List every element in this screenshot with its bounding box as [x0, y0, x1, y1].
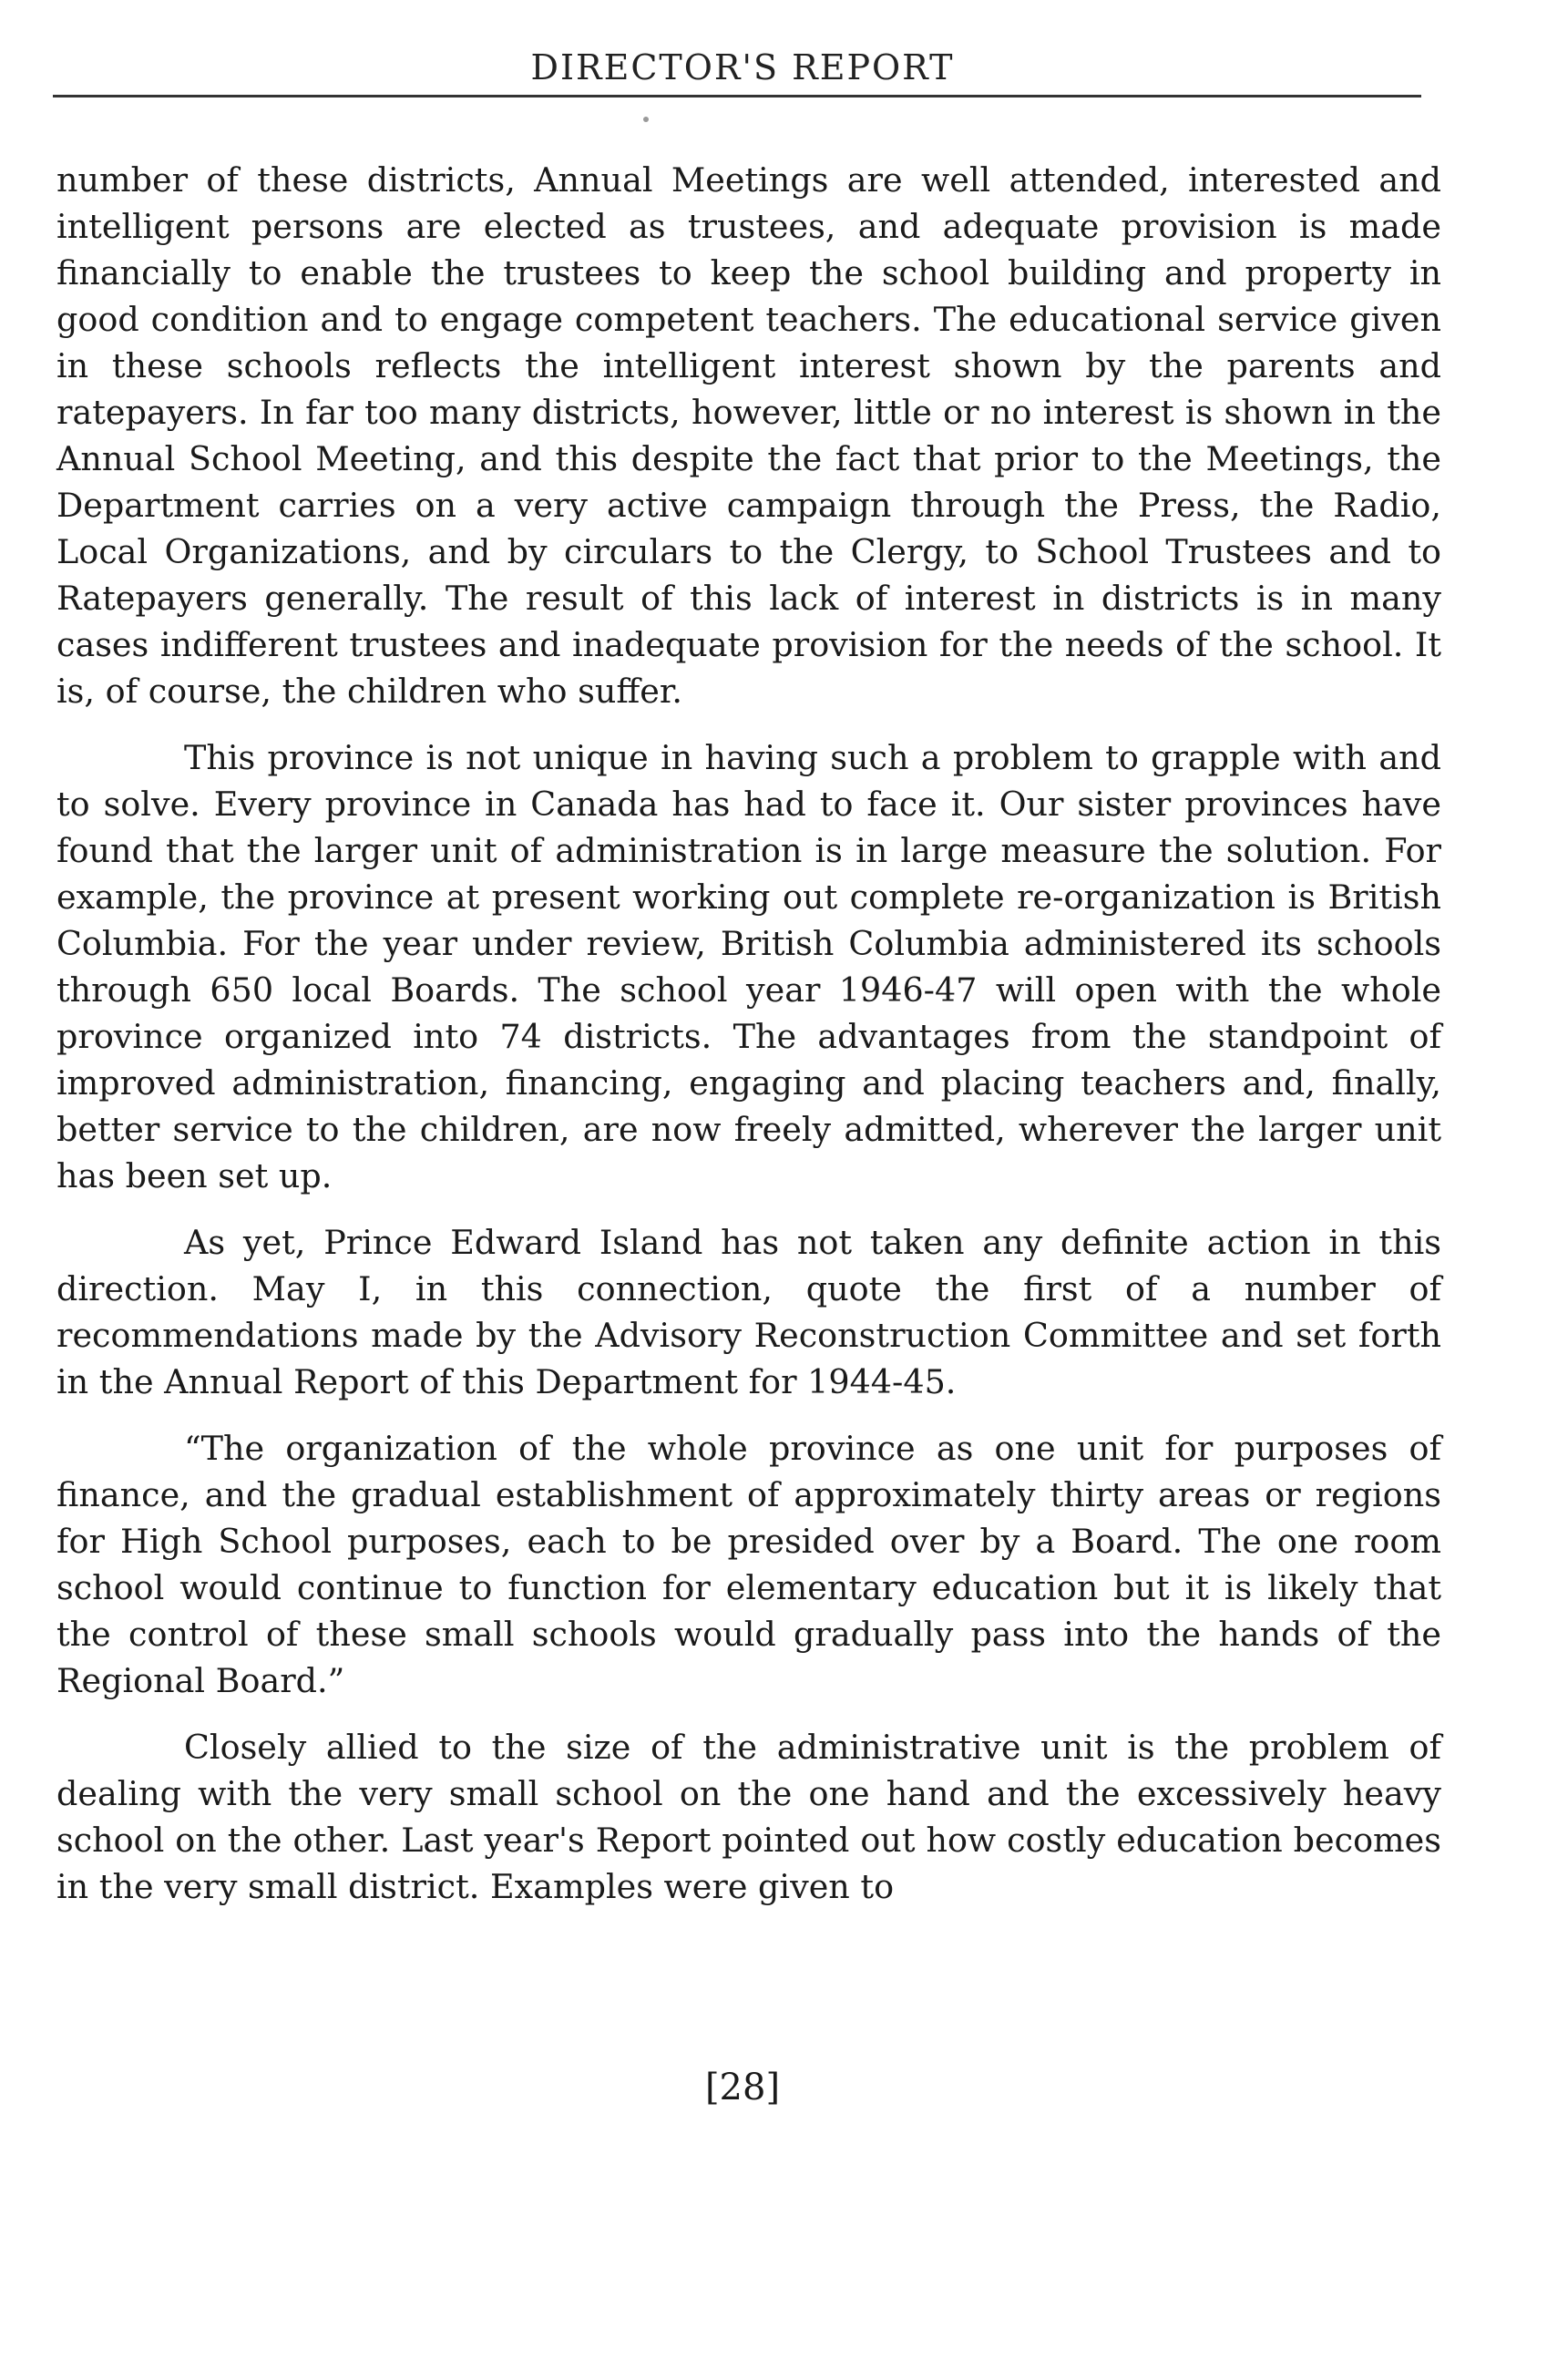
paragraph-pei-action: As yet, Prince Edward Island has not taken any definite action in this direction. May I, in this connection, quote the first of a number of recommendations made by the Advisory Reconstruction Committee and set forth in the Annual Report of this Department for 1944-45.: [56, 1223, 1441, 1401]
running-head: DIRECTOR'S REPORT: [530, 47, 955, 87]
paragraph-committee-quote: “The organization of the whole province as one unit for purposes of finance, and the gradual establishment of approximately thirty areas or regions for High School purposes, each to be presided over by a Board. The one room school would continue to function for elementary education but it is likely that the control of these small schools would gradually pass into the hands of the Regional Board.”: [56, 1429, 1441, 1700]
paragraph-districts-interest: number of these districts, Annual Meetings are well attended, interested and intelligent persons are elected as trustees, and adequate provision is made financially to enable the trustees to keep the school building and property in good condition and to engage competent teachers. The educational service given in these schools reflects the intelligent interest shown by the parents and ratepayers. In far too many districts, however, little or no interest is shown in the Annual School Meeting, and this despite the fact that prior to the Meetings, the Department carries on a very active campaign through the Press, the Radio, Local Organizations, and by circulars to the Clergy, to School Trustees and to Ratepayers generally. The result of this lack of interest in districts is in many cases indifferent trustees and inadequate provision for the needs of the school. It is, of course, the children who suffer.: [56, 160, 1441, 711]
paragraph-small-school: Closely allied to the size of the administrative unit is the problem of dealing with the very small school on the one hand and the excessively heavy school on the other. Last year's Report pointed out how costly education becomes in the very small district. Examples were given to: [56, 1728, 1441, 1906]
page-number: [28]: [704, 2067, 781, 2108]
paragraph-larger-unit: This province is not unique in having such a problem to grapple with and to solve. Every province in Canada has had to face it. Our sister provinces have found that the larger unit of administration is in large measure the solution. For example, the province at present working out complete re-organization is British Columbia. For the year under review, British Columbia administered its schools through 650 local Boards. The school year 1946-47 will open with the whole province organized into 74 districts. The advantages from the standpoint of improved administration, financing, engaging and placing teachers and, finally, better service to the children, are now freely admitted, wherever the larger unit has been set up.: [56, 738, 1441, 1195]
body-text: [56, 157, 1441, 1930]
ink-speck: [643, 117, 649, 122]
header-rule: [53, 95, 1421, 97]
